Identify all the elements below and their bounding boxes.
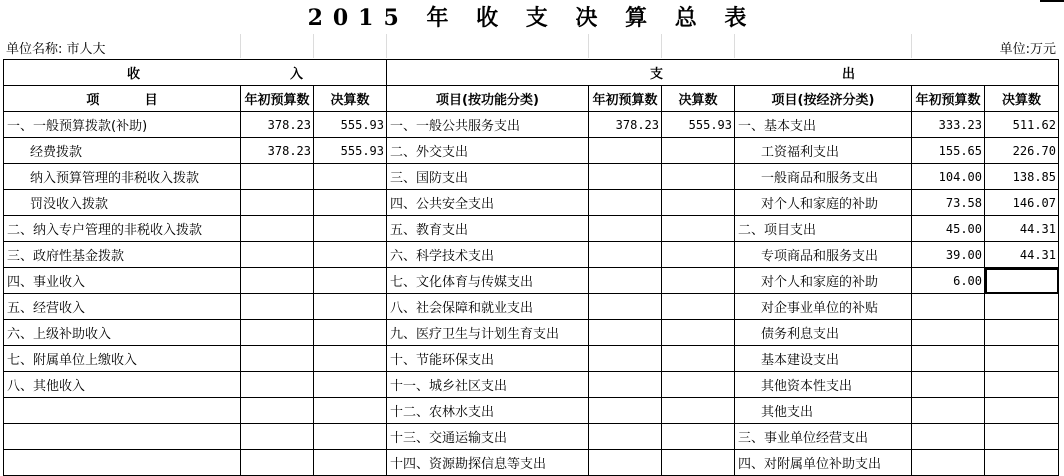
income-final-cell[interactable] (314, 398, 387, 424)
function-budget-cell[interactable] (589, 268, 662, 294)
function-budget-cell[interactable] (589, 164, 662, 190)
col-header-item: 项 目 (4, 86, 241, 112)
income-budget-cell[interactable] (241, 294, 314, 320)
economic-final-cell[interactable]: 511.62 (985, 112, 1059, 138)
economic-item-cell[interactable]: 工资福利支出 (735, 138, 912, 164)
income-item-cell[interactable]: 八、其他收入 (4, 372, 241, 398)
faint-gridline (911, 34, 912, 58)
faint-gridline (240, 34, 241, 58)
function-final-cell[interactable] (662, 450, 735, 476)
faint-gridline (661, 34, 662, 58)
table-row (4, 190, 1059, 216)
income-final-cell[interactable]: 555.93 (314, 138, 387, 164)
function-final-cell[interactable] (662, 268, 735, 294)
income-budget-cell[interactable] (241, 320, 314, 346)
function-final-cell[interactable] (662, 372, 735, 398)
col-header-budget: 年初预算数 (912, 86, 985, 112)
income-budget-cell[interactable]: 378.23 (241, 112, 314, 138)
economic-item-cell[interactable]: 一般商品和服务支出 (735, 164, 912, 190)
economic-final-cell[interactable]: 44.31 (985, 242, 1059, 268)
table-row (4, 398, 1059, 424)
function-item-cell[interactable]: 十二、农林水支出 (387, 398, 589, 424)
economic-budget-cell[interactable]: 39.00 (912, 242, 985, 268)
table-row (4, 112, 1059, 138)
col-header-budget: 年初预算数 (589, 86, 662, 112)
economic-final-cell[interactable] (985, 346, 1059, 372)
economic-final-cell[interactable] (985, 450, 1059, 476)
function-budget-cell[interactable] (589, 398, 662, 424)
unit-label: 单位:万元 (999, 42, 1056, 57)
unit-info-row (0, 34, 1060, 58)
unit-name-label: 单位名称: 市人大 (6, 42, 106, 57)
faint-gridline (386, 34, 387, 58)
income-final-cell[interactable] (314, 372, 387, 398)
expense-header-left: 支 (650, 67, 664, 82)
income-budget-cell[interactable] (241, 268, 314, 294)
income-budget-cell[interactable] (241, 450, 314, 476)
economic-final-cell[interactable]: 138.85 (985, 164, 1059, 190)
economic-budget-cell[interactable]: 45.00 (912, 216, 985, 242)
function-final-cell[interactable] (662, 164, 735, 190)
function-budget-cell[interactable] (589, 242, 662, 268)
col-header-final: 决算数 (985, 86, 1059, 112)
economic-budget-cell[interactable]: 6.00 (912, 268, 985, 294)
economic-item-cell[interactable]: 债务利息支出 (735, 320, 912, 346)
income-item-cell[interactable] (4, 398, 241, 424)
function-item-cell[interactable]: 三、国防支出 (387, 164, 589, 190)
economic-budget-cell[interactable] (912, 346, 985, 372)
function-final-cell[interactable] (662, 398, 735, 424)
economic-final-cell[interactable] (985, 268, 1059, 294)
income-budget-cell[interactable]: 378.23 (241, 138, 314, 164)
economic-item-cell[interactable]: 其他支出 (735, 398, 912, 424)
income-item-cell[interactable]: 一、一般预算拨款(补助) (4, 112, 241, 138)
function-budget-cell[interactable] (589, 372, 662, 398)
income-item-cell[interactable]: 四、事业收入 (4, 268, 241, 294)
table-row (4, 424, 1059, 450)
economic-item-cell[interactable]: 二、项目支出 (735, 216, 912, 242)
function-budget-cell[interactable] (589, 346, 662, 372)
expense-section-header (387, 60, 1059, 86)
col-header-final: 决算数 (314, 86, 387, 112)
budget-summary-table (3, 59, 1059, 476)
table-row (4, 320, 1059, 346)
income-item-cell[interactable]: 六、上级补助收入 (4, 320, 241, 346)
economic-final-cell[interactable] (985, 372, 1059, 398)
faint-gridline (734, 34, 735, 58)
economic-budget-cell[interactable]: 73.58 (912, 190, 985, 216)
function-final-cell[interactable] (662, 346, 735, 372)
income-final-cell[interactable] (314, 294, 387, 320)
income-final-cell[interactable]: 555.93 (314, 112, 387, 138)
function-item-cell[interactable]: 二、外交支出 (387, 138, 589, 164)
economic-final-cell[interactable] (985, 398, 1059, 424)
income-header-left: 收 (127, 67, 141, 82)
income-final-cell[interactable] (314, 164, 387, 190)
income-item-cell[interactable]: 二、纳入专户管理的非税收入拨款 (4, 216, 241, 242)
table-row (4, 216, 1059, 242)
income-final-cell[interactable] (314, 450, 387, 476)
function-final-cell[interactable] (662, 424, 735, 450)
function-budget-cell[interactable] (589, 138, 662, 164)
economic-final-cell[interactable] (985, 320, 1059, 346)
economic-item-cell[interactable]: 基本建设支出 (735, 346, 912, 372)
economic-budget-cell[interactable] (912, 424, 985, 450)
function-budget-cell[interactable] (589, 294, 662, 320)
section-header-row (4, 60, 1059, 86)
function-final-cell[interactable] (662, 190, 735, 216)
economic-item-cell[interactable]: 对个人和家庭的补助 (735, 268, 912, 294)
col-header-func-item: 项目(按功能分类) (387, 86, 589, 112)
income-item-cell[interactable]: 三、政府性基金拨款 (4, 242, 241, 268)
income-final-cell[interactable] (314, 216, 387, 242)
economic-budget-cell[interactable] (912, 320, 985, 346)
economic-budget-cell[interactable]: 104.00 (912, 164, 985, 190)
function-item-cell[interactable]: 五、教育支出 (387, 216, 589, 242)
function-budget-cell[interactable]: 378.23 (589, 112, 662, 138)
table-row (4, 242, 1059, 268)
function-budget-cell[interactable] (589, 190, 662, 216)
economic-final-cell[interactable] (985, 424, 1059, 450)
function-final-cell[interactable] (662, 242, 735, 268)
income-budget-cell[interactable] (241, 242, 314, 268)
income-final-cell[interactable] (314, 242, 387, 268)
function-final-cell[interactable]: 555.93 (662, 112, 735, 138)
income-budget-cell[interactable] (241, 398, 314, 424)
economic-budget-cell[interactable]: 333.23 (912, 112, 985, 138)
table-row (4, 372, 1059, 398)
function-item-cell[interactable]: 八、社会保障和就业支出 (387, 294, 589, 320)
income-budget-cell[interactable] (241, 216, 314, 242)
income-final-cell[interactable] (314, 268, 387, 294)
table-row (4, 450, 1059, 476)
income-item-cell[interactable]: 纳入预算管理的非税收入拨款 (4, 164, 241, 190)
function-item-cell[interactable]: 九、医疗卫生与计划生育支出 (387, 320, 589, 346)
economic-final-cell[interactable]: 226.70 (985, 138, 1059, 164)
economic-budget-cell[interactable] (912, 398, 985, 424)
income-item-cell[interactable]: 七、附属单位上缴收入 (4, 346, 241, 372)
economic-item-cell[interactable]: 一、基本支出 (735, 112, 912, 138)
economic-item-cell[interactable]: 其他资本性支出 (735, 372, 912, 398)
function-budget-cell[interactable] (589, 424, 662, 450)
function-item-cell[interactable]: 一、一般公共服务支出 (387, 112, 589, 138)
function-budget-cell[interactable] (589, 450, 662, 476)
economic-item-cell[interactable]: 专项商品和服务支出 (735, 242, 912, 268)
economic-budget-cell[interactable] (912, 294, 985, 320)
expense-header-right: 出 (841, 67, 855, 82)
economic-final-cell[interactable]: 146.07 (985, 190, 1059, 216)
income-budget-cell[interactable] (241, 190, 314, 216)
income-budget-cell[interactable] (241, 164, 314, 190)
income-final-cell[interactable] (314, 424, 387, 450)
income-item-cell[interactable] (4, 424, 241, 450)
economic-final-cell[interactable]: 44.31 (985, 216, 1059, 242)
table-row (4, 164, 1059, 190)
income-budget-cell[interactable] (241, 424, 314, 450)
income-item-cell[interactable]: 罚没收入拨款 (4, 190, 241, 216)
income-section-header (4, 60, 387, 86)
economic-item-cell[interactable]: 对个人和家庭的补助 (735, 190, 912, 216)
table-row (4, 268, 1059, 294)
function-item-cell[interactable]: 六、科学技术支出 (387, 242, 589, 268)
function-item-cell[interactable]: 十、节能环保支出 (387, 346, 589, 372)
economic-budget-cell[interactable] (912, 372, 985, 398)
function-item-cell[interactable]: 十三、交通运输支出 (387, 424, 589, 450)
function-item-cell[interactable]: 七、文化体育与传媒支出 (387, 268, 589, 294)
function-budget-cell[interactable] (589, 216, 662, 242)
function-item-cell[interactable]: 十四、资源勘探信息等支出 (387, 450, 589, 476)
function-final-cell[interactable] (662, 320, 735, 346)
income-item-cell[interactable]: 经费拨款 (4, 138, 241, 164)
economic-budget-cell[interactable] (912, 450, 985, 476)
income-budget-cell[interactable] (241, 372, 314, 398)
function-item-cell[interactable]: 十一、城乡社区支出 (387, 372, 589, 398)
report-title: 2015 年 收 支 决 算 总 表 (307, 5, 757, 31)
function-final-cell[interactable] (662, 216, 735, 242)
col-header-econ-item: 项目(按经济分类) (735, 86, 912, 112)
col-header-budget: 年初预算数 (241, 86, 314, 112)
function-final-cell[interactable] (662, 294, 735, 320)
income-final-cell[interactable] (314, 190, 387, 216)
economic-budget-cell[interactable]: 155.65 (912, 138, 985, 164)
economic-item-cell[interactable]: 三、事业单位经营支出 (735, 424, 912, 450)
table-row (4, 138, 1059, 164)
economic-item-cell[interactable]: 对企事业单位的补贴 (735, 294, 912, 320)
faint-gridline (588, 34, 589, 58)
economic-final-cell[interactable] (985, 294, 1059, 320)
income-header-right: 入 (289, 67, 303, 82)
income-item-cell[interactable] (4, 450, 241, 476)
income-final-cell[interactable] (314, 320, 387, 346)
income-item-cell[interactable]: 五、经营收入 (4, 294, 241, 320)
faint-gridline (313, 34, 314, 58)
income-final-cell[interactable] (314, 346, 387, 372)
function-final-cell[interactable] (662, 138, 735, 164)
col-header-final: 决算数 (662, 86, 735, 112)
table-row (4, 346, 1059, 372)
economic-item-cell[interactable]: 四、对附属单位补助支出 (735, 450, 912, 476)
table-row (4, 294, 1059, 320)
function-budget-cell[interactable] (589, 320, 662, 346)
function-item-cell[interactable]: 四、公共安全支出 (387, 190, 589, 216)
income-budget-cell[interactable] (241, 346, 314, 372)
column-header-row (4, 86, 1059, 112)
